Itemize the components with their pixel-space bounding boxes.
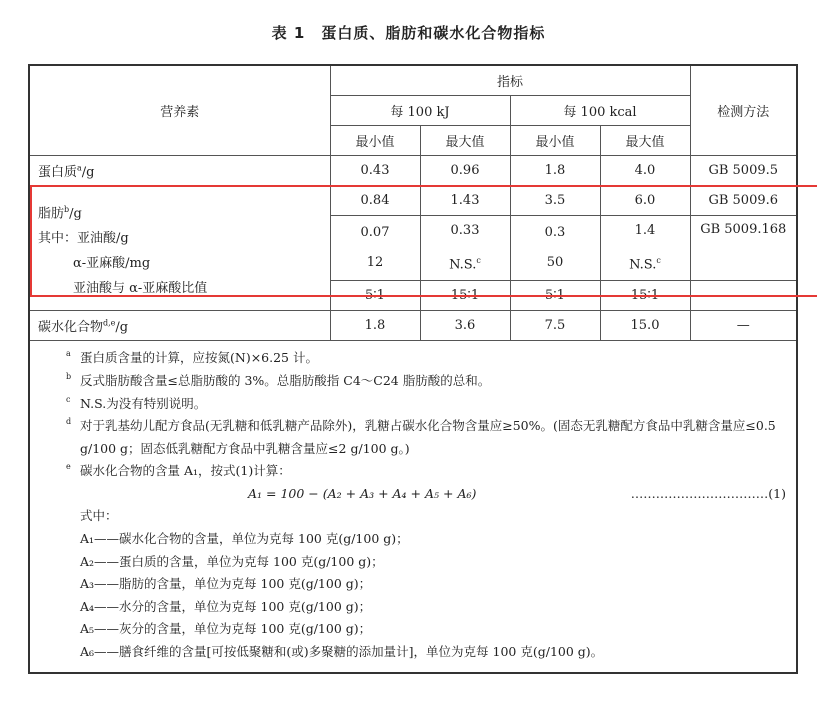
header-max: 最大值 [600, 126, 690, 156]
formula: A₁ = 100 − (A₂ + A₃ + A₄ + A₅ + A₆) ……………………………(1) [248, 485, 786, 501]
header-min: 最小值 [330, 126, 420, 156]
footnote-e: e 碳水化合物的含量 A₁，按式(1)计算： [66, 462, 291, 479]
header-max: 最大值 [420, 126, 510, 156]
header-min: 最小值 [510, 126, 600, 156]
cell: 7.5 [510, 311, 600, 341]
method-cell: GB 5009.5 [690, 156, 797, 186]
cell: 15.0 [600, 311, 690, 341]
definition: A₄——水分的含量，单位为克每 100 克(g/100 g)； [80, 598, 372, 614]
cell: 6.0 [600, 186, 690, 216]
method-cell: GB 5009.6 [690, 186, 797, 216]
where-label: 式中： [80, 508, 118, 524]
cell: 0.07 12 [330, 216, 420, 281]
cell: 3.5 [510, 186, 600, 216]
header-per-kcal: 每 100 kcal [510, 96, 690, 126]
cell: 5∶1 [330, 281, 420, 311]
cell: 1.8 [330, 311, 420, 341]
cell: 4.0 [600, 156, 690, 186]
fat-group-label: 脂肪$^b$/g 其中：亚油酸/g α-亚麻酸/mg 亚油酸与 α-亚麻酸比值 [29, 186, 330, 311]
footnote-d: d 对于乳基幼儿配方食品(无乳糖和低乳糖产品除外)，乳糖占碳水化合物含量应≥50%。(固态无乳糖配方食品中乳糖含量应≤0.5 g/100 g；固态低乳糖配方食品中乳糖含量应≤2 g/100 g。) [66, 417, 776, 456]
cell: 1.43 [420, 186, 510, 216]
row-label: 碳水化合物$^{d,e}$/g [29, 311, 330, 341]
cell: 15∶1 [420, 281, 510, 311]
definition: A₂——蛋白质的含量，单位为克每 100 克(g/100 g)； [80, 553, 384, 569]
cell: 1.4 N.S.$^c$ [600, 216, 690, 281]
cell: 3.6 [420, 311, 510, 341]
footnote-c: c N.S.为没有特别说明。 [66, 394, 207, 411]
cell: 0.33 N.S.$^c$ [420, 216, 510, 281]
table-row-carb [29, 311, 797, 341]
definition: A₃——脂肪的含量，单位为克每 100 克(g/100 g)； [80, 576, 372, 592]
table-title: 表 1 蛋白质、脂肪和碳水化合物指标 [271, 24, 546, 42]
method-cell: — [690, 311, 797, 341]
row-label: 蛋白质$^a$/g [29, 156, 330, 186]
footnotes [29, 341, 797, 673]
header-nutrient: 营养素 [29, 65, 330, 156]
cell: 0.3 50 [510, 216, 600, 281]
cell: 1.8 [510, 156, 600, 186]
definition: A₅——灰分的含量，单位为克每 100 克(g/100 g)； [80, 621, 372, 637]
footnote-a: a 蛋白质含量的计算，应按氮(N)×6.25 计。 [66, 349, 318, 366]
cell: 0.43 [330, 156, 420, 186]
footnote-b: b 反式脂肪酸含量≤总脂肪酸的 3%。总脂肪酸指 C4～C24 脂肪酸的总和。 [66, 371, 491, 388]
definition: A₆——膳食纤维的含量[可按低聚糖和(或)多聚糖的添加量计]，单位为克每 100 克(g/100 g)。 [80, 644, 604, 660]
cell: 0.84 [330, 186, 420, 216]
cell: 5∶1 [510, 281, 600, 311]
header-indicator: 指标 [330, 65, 690, 96]
cell: 0.96 [420, 156, 510, 186]
definition: A₁——碳水化合物的含量，单位为克每 100 克(g/100 g)； [80, 531, 409, 547]
table-row-protein [29, 156, 797, 186]
highlight-box [30, 185, 817, 297]
method-cell: GB 5009.168 [690, 216, 797, 281]
nutrient-table [28, 64, 798, 674]
method-cell: — [690, 281, 797, 311]
cell: 15∶1 [600, 281, 690, 311]
header-per-kj: 每 100 kJ [330, 96, 510, 126]
header-method: 检测方法 [690, 65, 797, 156]
